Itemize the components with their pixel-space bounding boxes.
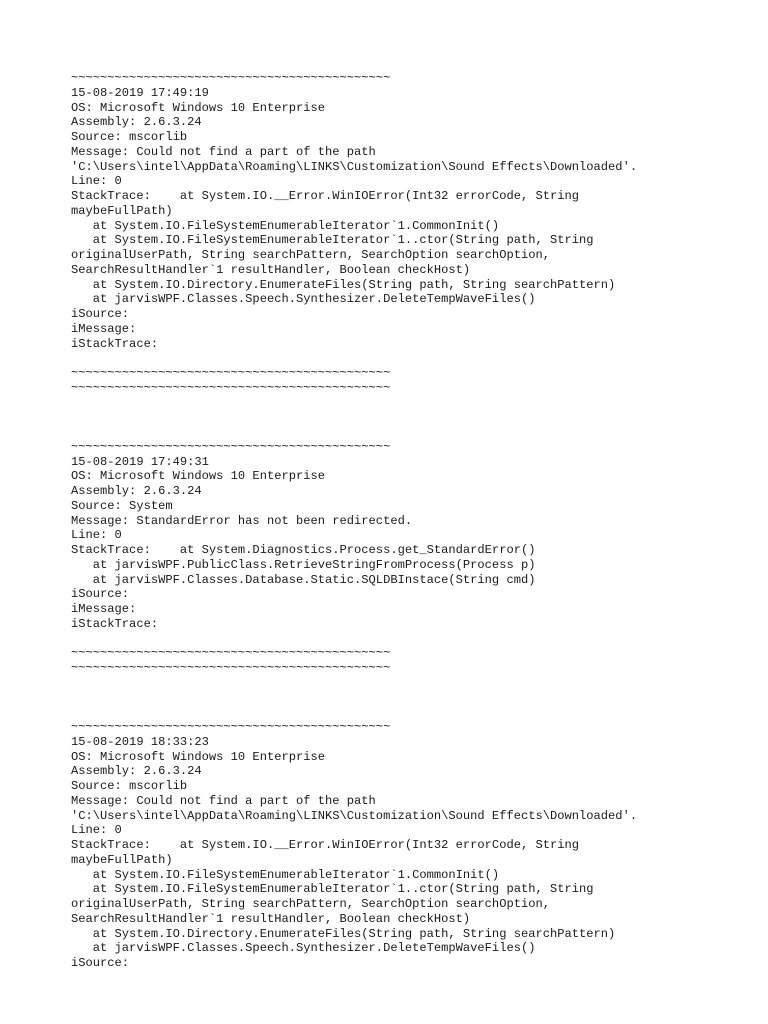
log-entry xyxy=(71,720,748,971)
log-line: maybeFullPath) xyxy=(71,852,173,867)
log-line: iStackTrace: xyxy=(71,336,159,351)
log-entry xyxy=(71,71,748,396)
log-entry xyxy=(71,440,748,676)
log-line: Line: 0 xyxy=(71,528,122,543)
log-line: at jarvisWPF.Classes.Database.Static.SQLDBInstace(String cmd) xyxy=(71,572,536,587)
entry-gap xyxy=(71,676,748,720)
log-line: at System.IO.FileSystemEnumerableIterator`1..ctor(String path, String xyxy=(71,233,594,248)
log-line: maybeFullPath) xyxy=(71,203,173,218)
log-line: 'C:\Users\intel\AppData\Roaming\LINKS\Customization\Sound Effects\Downloaded'. xyxy=(71,808,638,823)
log-line: ~~~~~~~~~~~~~~~~~~~~~~~~~~~~~~~~~~~~~~~~~~~~ xyxy=(71,366,391,380)
log-line: Message: Could not find a part of the path xyxy=(71,144,376,159)
log-line xyxy=(71,351,748,366)
log-line: Message: Could not find a part of the path xyxy=(71,793,376,808)
log-line: at System.IO.FileSystemEnumerableIterator`1.CommonInit() xyxy=(71,867,500,882)
log-line: Source: mscorlib xyxy=(71,130,188,144)
log-line: at jarvisWPF.Classes.Speech.Synthesizer.DeleteTempWaveFiles() xyxy=(71,941,536,956)
log-line: 15-08-2019 17:49:31 xyxy=(71,454,209,469)
log-line: ~~~~~~~~~~~~~~~~~~~~~~~~~~~~~~~~~~~~~~~~~~~~ xyxy=(71,380,391,395)
log-line: 15-08-2019 17:49:19 xyxy=(71,85,209,100)
log-line: OS: Microsoft Windows 10 Enterprise xyxy=(71,469,326,484)
log-line: StackTrace: at System.Diagnostics.Process.get_StandardError() xyxy=(71,543,536,557)
log-line: iSource: xyxy=(71,956,130,970)
entry-gap xyxy=(71,396,748,440)
log-line: iStackTrace: xyxy=(71,616,159,631)
log-line: 15-08-2019 18:33:23 xyxy=(71,734,209,749)
log-line: SearchResultHandler`1 resultHandler, Boolean checkHost) xyxy=(71,911,471,926)
log-line: iMessage: xyxy=(71,602,137,616)
log-line: OS: Microsoft Windows 10 Enterprise xyxy=(71,749,326,764)
log-line: StackTrace: at System.IO.__Error.WinIOError(Int32 errorCode, String xyxy=(71,189,580,203)
log-line: iSource: xyxy=(71,307,130,321)
log-line: at System.IO.Directory.EnumerateFiles(String path, String searchPattern) xyxy=(71,277,616,292)
log-line: at jarvisWPF.Classes.Speech.Synthesizer.DeleteTempWaveFiles() xyxy=(71,292,536,307)
log-line: StackTrace: at System.IO.__Error.WinIOError(Int32 errorCode, String xyxy=(71,838,580,852)
log-line: at System.IO.FileSystemEnumerableIterator`1.CommonInit() xyxy=(71,218,500,233)
log-line: Source: mscorlib xyxy=(71,779,188,793)
log-line: SearchResultHandler`1 resultHandler, Boolean checkHost) xyxy=(71,262,471,277)
log-line: Source: System xyxy=(71,498,173,513)
log-line: originalUserPath, String searchPattern, SearchOption searchOption, xyxy=(71,248,550,262)
log-line: Assembly: 2.6.3.24 xyxy=(71,764,202,779)
log-line: originalUserPath, String searchPattern, SearchOption searchOption, xyxy=(71,897,550,911)
log-line: ~~~~~~~~~~~~~~~~~~~~~~~~~~~~~~~~~~~~~~~~~~~~ xyxy=(71,439,391,454)
log-line: Message: StandardError has not been redirected. xyxy=(71,513,413,528)
log-line: ~~~~~~~~~~~~~~~~~~~~~~~~~~~~~~~~~~~~~~~~~~~~ xyxy=(71,720,391,734)
log-line: ~~~~~~~~~~~~~~~~~~~~~~~~~~~~~~~~~~~~~~~~~~~~ xyxy=(71,646,391,661)
log-document xyxy=(71,71,748,971)
log-line: at jarvisWPF.PublicClass.RetrieveStringFromProcess(Process p) xyxy=(71,557,536,572)
log-line: at System.IO.Directory.EnumerateFiles(String path, String searchPattern) xyxy=(71,926,616,941)
log-line: ~~~~~~~~~~~~~~~~~~~~~~~~~~~~~~~~~~~~~~~~~~~~ xyxy=(71,661,391,675)
log-line: Assembly: 2.6.3.24 xyxy=(71,484,202,498)
log-line: iMessage: xyxy=(71,321,137,336)
log-line: at System.IO.FileSystemEnumerableIterator`1..ctor(String path, String xyxy=(71,882,594,897)
log-line xyxy=(71,632,748,647)
log-line: Assembly: 2.6.3.24 xyxy=(71,115,202,130)
log-line: Line: 0 xyxy=(71,174,122,189)
log-line: OS: Microsoft Windows 10 Enterprise xyxy=(71,100,326,115)
log-line: iSource: xyxy=(71,587,130,602)
log-line: ~~~~~~~~~~~~~~~~~~~~~~~~~~~~~~~~~~~~~~~~~~~~ xyxy=(71,71,391,85)
log-line: Line: 0 xyxy=(71,823,122,838)
log-line: 'C:\Users\intel\AppData\Roaming\LINKS\Customization\Sound Effects\Downloaded'. xyxy=(71,159,638,174)
